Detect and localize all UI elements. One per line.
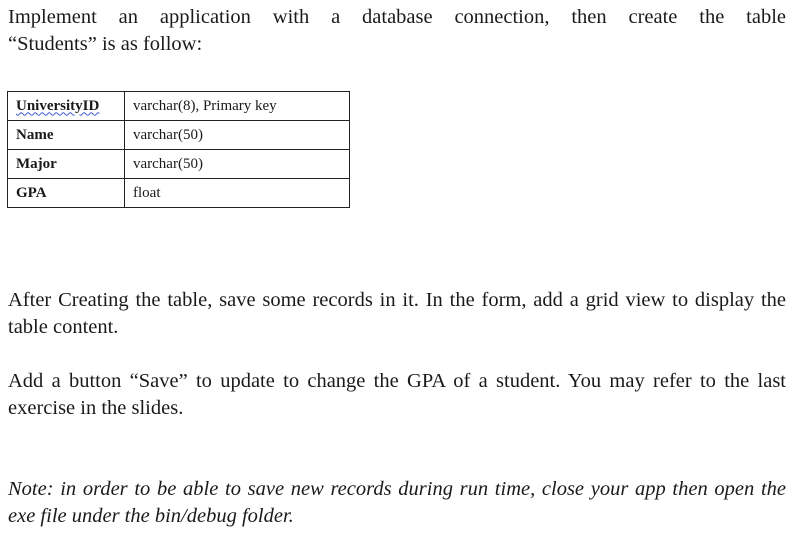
save-button-paragraph: Add a button “Save” to update to change the GPA of a student. You may refer to the last exercise in the slides. xyxy=(8,370,786,419)
field-name-cell: GPA xyxy=(8,179,125,208)
field-type-cell: varchar(8), Primary key xyxy=(125,92,350,121)
table-row xyxy=(8,179,350,208)
field-type-cell: float xyxy=(125,179,350,208)
table-row xyxy=(8,92,350,121)
intro-line-2: “Students” is as follow: xyxy=(8,33,203,55)
field-type-cell: varchar(50) xyxy=(125,121,350,150)
intro-line-1: Implement an application with a database connection, then create the table xyxy=(8,6,786,28)
field-name-cell xyxy=(8,92,125,121)
table-row xyxy=(8,150,350,179)
students-schema-table xyxy=(7,91,350,208)
table-row xyxy=(8,121,350,150)
intro-paragraph xyxy=(8,4,786,58)
field-type-cell: varchar(50) xyxy=(125,150,350,179)
note-paragraph: Note: in order to be able to save new records during run time, close your app then open the exe file under the bin/debug folder. xyxy=(8,478,786,527)
field-name-cell: Name xyxy=(8,121,125,150)
field-name-cell: Major xyxy=(8,150,125,179)
after-creating-paragraph: After Creating the table, save some records in it. In the form, add a grid view to display the table content. xyxy=(8,289,786,338)
field-name-text: UniversityID xyxy=(16,97,100,114)
